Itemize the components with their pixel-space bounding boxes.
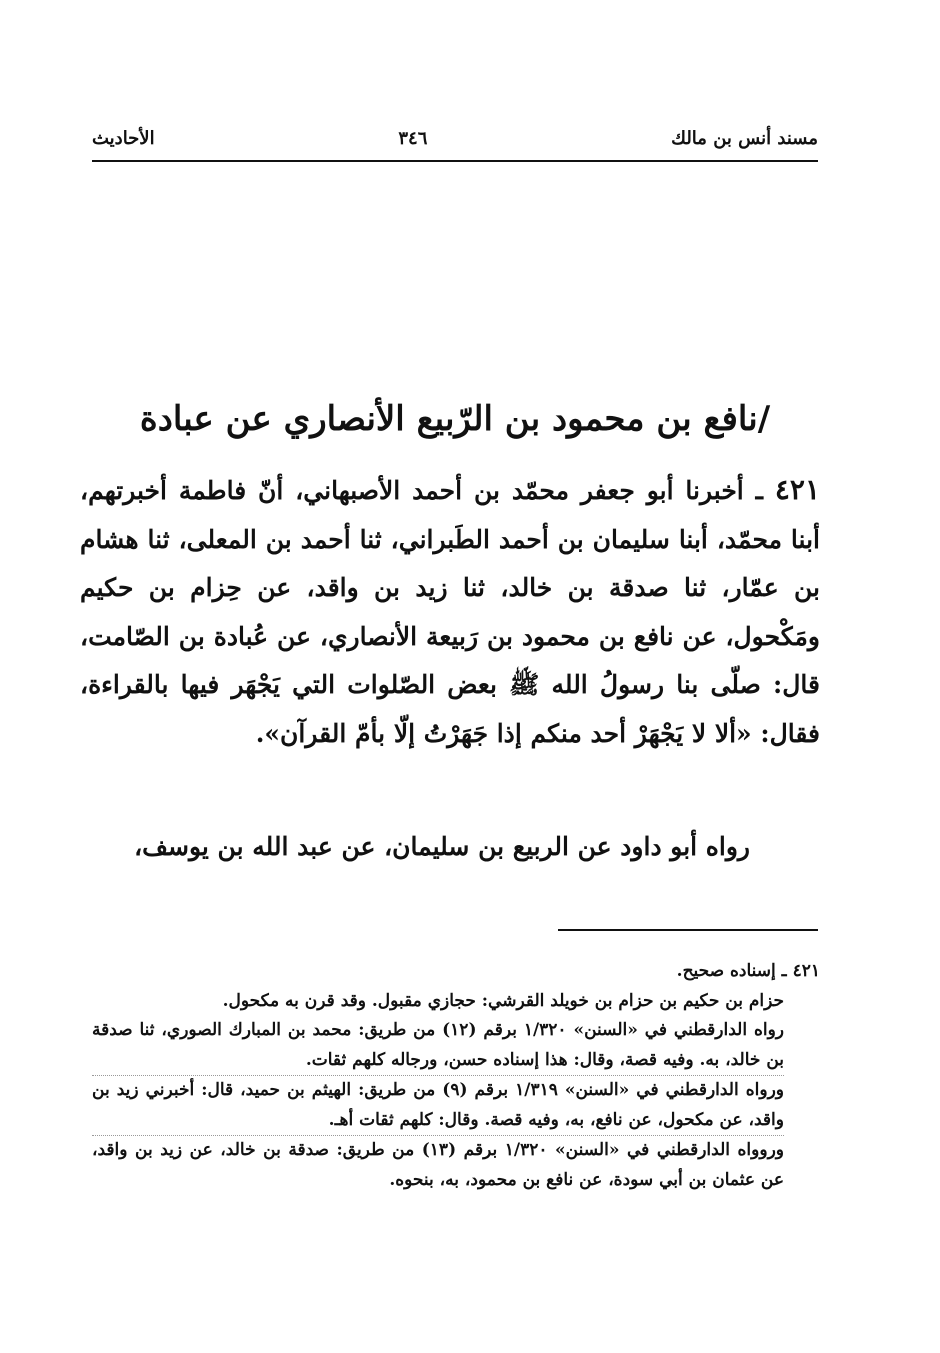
footnote-heading-text: ـ إسناده صحيح. [676, 961, 787, 981]
riwaya-line: رواه أبو داود عن الربيع بن سليمان، عن عبد الله بن يوسف، [134, 832, 750, 861]
header-rule [92, 160, 818, 162]
footnote-paragraph: حزام بن حكيم بن حزام بن خويلد القرشي: حجازي مقبول. وقد قرن به مكحول. [222, 990, 784, 1011]
footnote-rule [558, 929, 818, 931]
footnote-paragraph: وروواه الدارقطني في «السنن» ١/٣٢٠ برقم (١٣) من طريق: صدقة بن خالد، عن زيد بن واقد، عن عثمان بن أبي سودة، عن نافع بن محمود، به، بنحوه. [92, 1135, 784, 1195]
footnote-heading [92, 957, 820, 987]
book-title: مسند أنس بن مالك [671, 127, 818, 149]
footnote-paragraph: ورواه الدارقطني في «السنن» ١/٣١٩ برقم (٩) من طريق: الهيثم بن حميد، قال: أخبرني زيد بن واقد، عن مكحول، عن نافع، به، وفيه قصة. وقال: كلهم ثقات أهـ. [92, 1075, 784, 1135]
hadith-number: ٤٢١ [774, 473, 820, 506]
section-name: الأحاديث [92, 127, 155, 149]
footnote-number: ٤٢١ [792, 961, 820, 981]
footnotes [92, 957, 820, 1195]
hadith-body: ـ أخبرنا أبو جعفر محمّد بن أحمد الأصبهاني، أنّ فاطمة أخبرتهم، أبنا محمّد، أبنا سليمان بن أحمد الطَبراني، ثنا أحمد بن المعلى، ثنا هشام بن عمّار، ثنا صدقة بن خالد، ثنا زيد بن واقد، عن حِزام بن حكيم ومَكْحول، عن نافع بن محمود بن رَبيعة الأنصاري، عن عُبادة بن الصّامت، قال: صلّى بنا رسولُ الله ﷺ بعض الصّلوات التي يَجْهَر فيها بالقراءة، فقال: «ألا لا يَجْهَرْ أحد منكم إذا جَهَرْتُ إلّا بأمّ القرآن». [80, 476, 820, 748]
chapter-title: /نافع بن محمود بن الرّبيع الأنصاري عن عبادة [139, 399, 771, 439]
hadith-paragraph [80, 466, 820, 758]
running-header [92, 118, 818, 158]
page-number: ٣٤٦ [398, 127, 428, 149]
footnote-paragraph: رواه الدارقطني في «السنن» ١/٣٢٠ برقم (١٢) من طريق: محمد بن المبارك الصوري، ثنا صدقة بن خالد، به. وفيه قصة، وقال: هذا إسناده حسن، ورجاله كلهم ثقات. [92, 1020, 784, 1070]
hadith-text [80, 466, 820, 758]
